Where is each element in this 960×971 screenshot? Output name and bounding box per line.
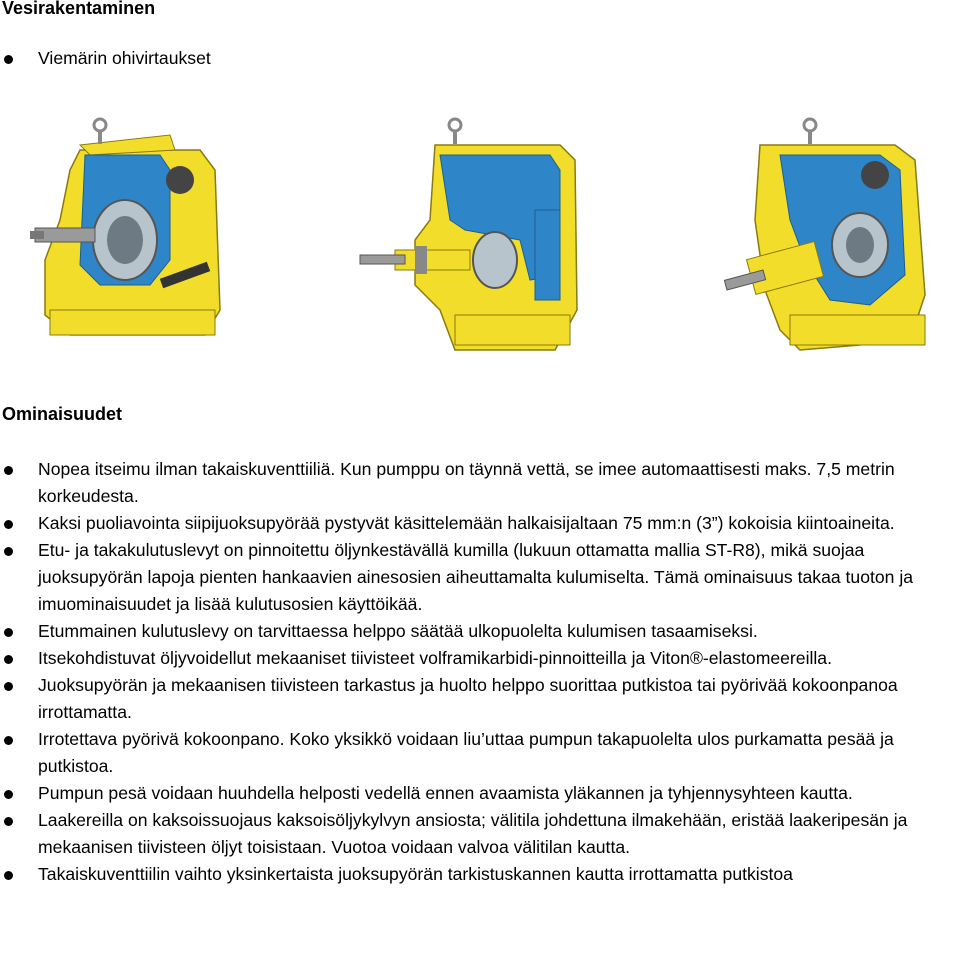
pump-cutaway-image-3 (720, 110, 935, 360)
list-item-text: Itsekohdistuvat öljyvoidellut mekaaniset tiivisteet volframikarbidi-pinnoitteilla ja Viton®-elastomeereilla. (38, 648, 832, 668)
list-item (0, 510, 958, 537)
list-item-text: Etu- ja takakulutuslevyt on pinnoitettu öljynkestävällä kumilla (lukuun ottamatta mallia ST-R8), mikä suojaa juoksupyörän lapoja pienten hankaavien ainesosien aiheuttamalta kulumiselta. Tämä ominaisuus takaa tuoton ja imuominaisuudet ja lisää kulutusosien käyttöikää. (38, 540, 914, 614)
list-item (0, 456, 958, 510)
bullet-icon (4, 655, 13, 664)
list-item (0, 726, 958, 780)
pump-cutaway-image-2 (355, 110, 595, 360)
list-item (0, 45, 958, 72)
bullet-icon (4, 682, 13, 691)
bullet-icon (4, 871, 13, 880)
list-item-text: Nopea itseimu ilman takaiskuventtiiliä. Kun pumppu on täynnä vettä, se imee automaattisesti maks. 7,5 metrin korkeudesta. (38, 459, 895, 506)
list-item (0, 807, 958, 861)
bullet-icon (4, 736, 13, 745)
list-item-text: Irrotettava pyörivä kokoonpano. Koko yksikkö voidaan liu’uttaa pumpun takapuolelta ulos purkamatta pesää ja putkistoa. (38, 729, 894, 776)
section-heading-ominaisuudet: Ominaisuudet (2, 404, 123, 424)
bullet-icon (4, 55, 13, 64)
list-item-text: Etummainen kulutuslevy on tarvittaessa helppo säätää ulkopuolelta kulumisen tasaamiseksi. (38, 621, 758, 641)
list-item-text: Juoksupyörän ja mekaanisen tiivisteen tarkastus ja huolto helppo suorittaa putkistoa tai pyörivää kokoonpanoa irrottamatta. (38, 675, 898, 722)
list-item (0, 645, 958, 672)
bullet-icon (4, 547, 13, 556)
list-item-text: Kaksi puoliavointa siipijuoksupyörää pystyvät käsittelemään halkaisijaltaan 75 mm:n (3”) kokoisia kiintoaineita. (38, 513, 895, 533)
bullet-icon (4, 520, 13, 529)
bullet-icon (4, 628, 13, 637)
list-item-text: Laakereilla on kaksoissuojaus kaksoisöljykylvyn ansiosta; välitila johdettuna ilmakehään, eristää laakeripesän ja mekaanisen tiivisteen öljyt toisistaan. Vuotoa voidaan valvoa välitilan kautta. (38, 810, 908, 857)
features-list (0, 456, 958, 888)
pump-cutaway-image-1 (30, 110, 230, 350)
bullet-icon (4, 817, 13, 826)
bullet-icon (4, 466, 13, 475)
application-list (0, 45, 958, 72)
list-item-text: Pumpun pesä voidaan huuhdella helposti vedellä ennen avaamista yläkannen ja tyhjennysyhteen kautta. (38, 783, 853, 803)
list-item-text: Viemärin ohivirtaukset (38, 48, 211, 68)
list-item (0, 618, 958, 645)
list-item-text: Takaiskuventtiilin vaihto yksinkertaista juoksupyörän tarkistuskannen kautta irrottamatta putkistoa (38, 864, 793, 884)
list-item (0, 780, 958, 807)
section-heading-vesirakentaminen: Vesirakentaminen (2, 0, 156, 18)
pump-images (0, 110, 960, 370)
bullet-icon (4, 790, 13, 799)
list-item (0, 861, 958, 888)
list-item (0, 537, 958, 618)
list-item (0, 672, 958, 726)
